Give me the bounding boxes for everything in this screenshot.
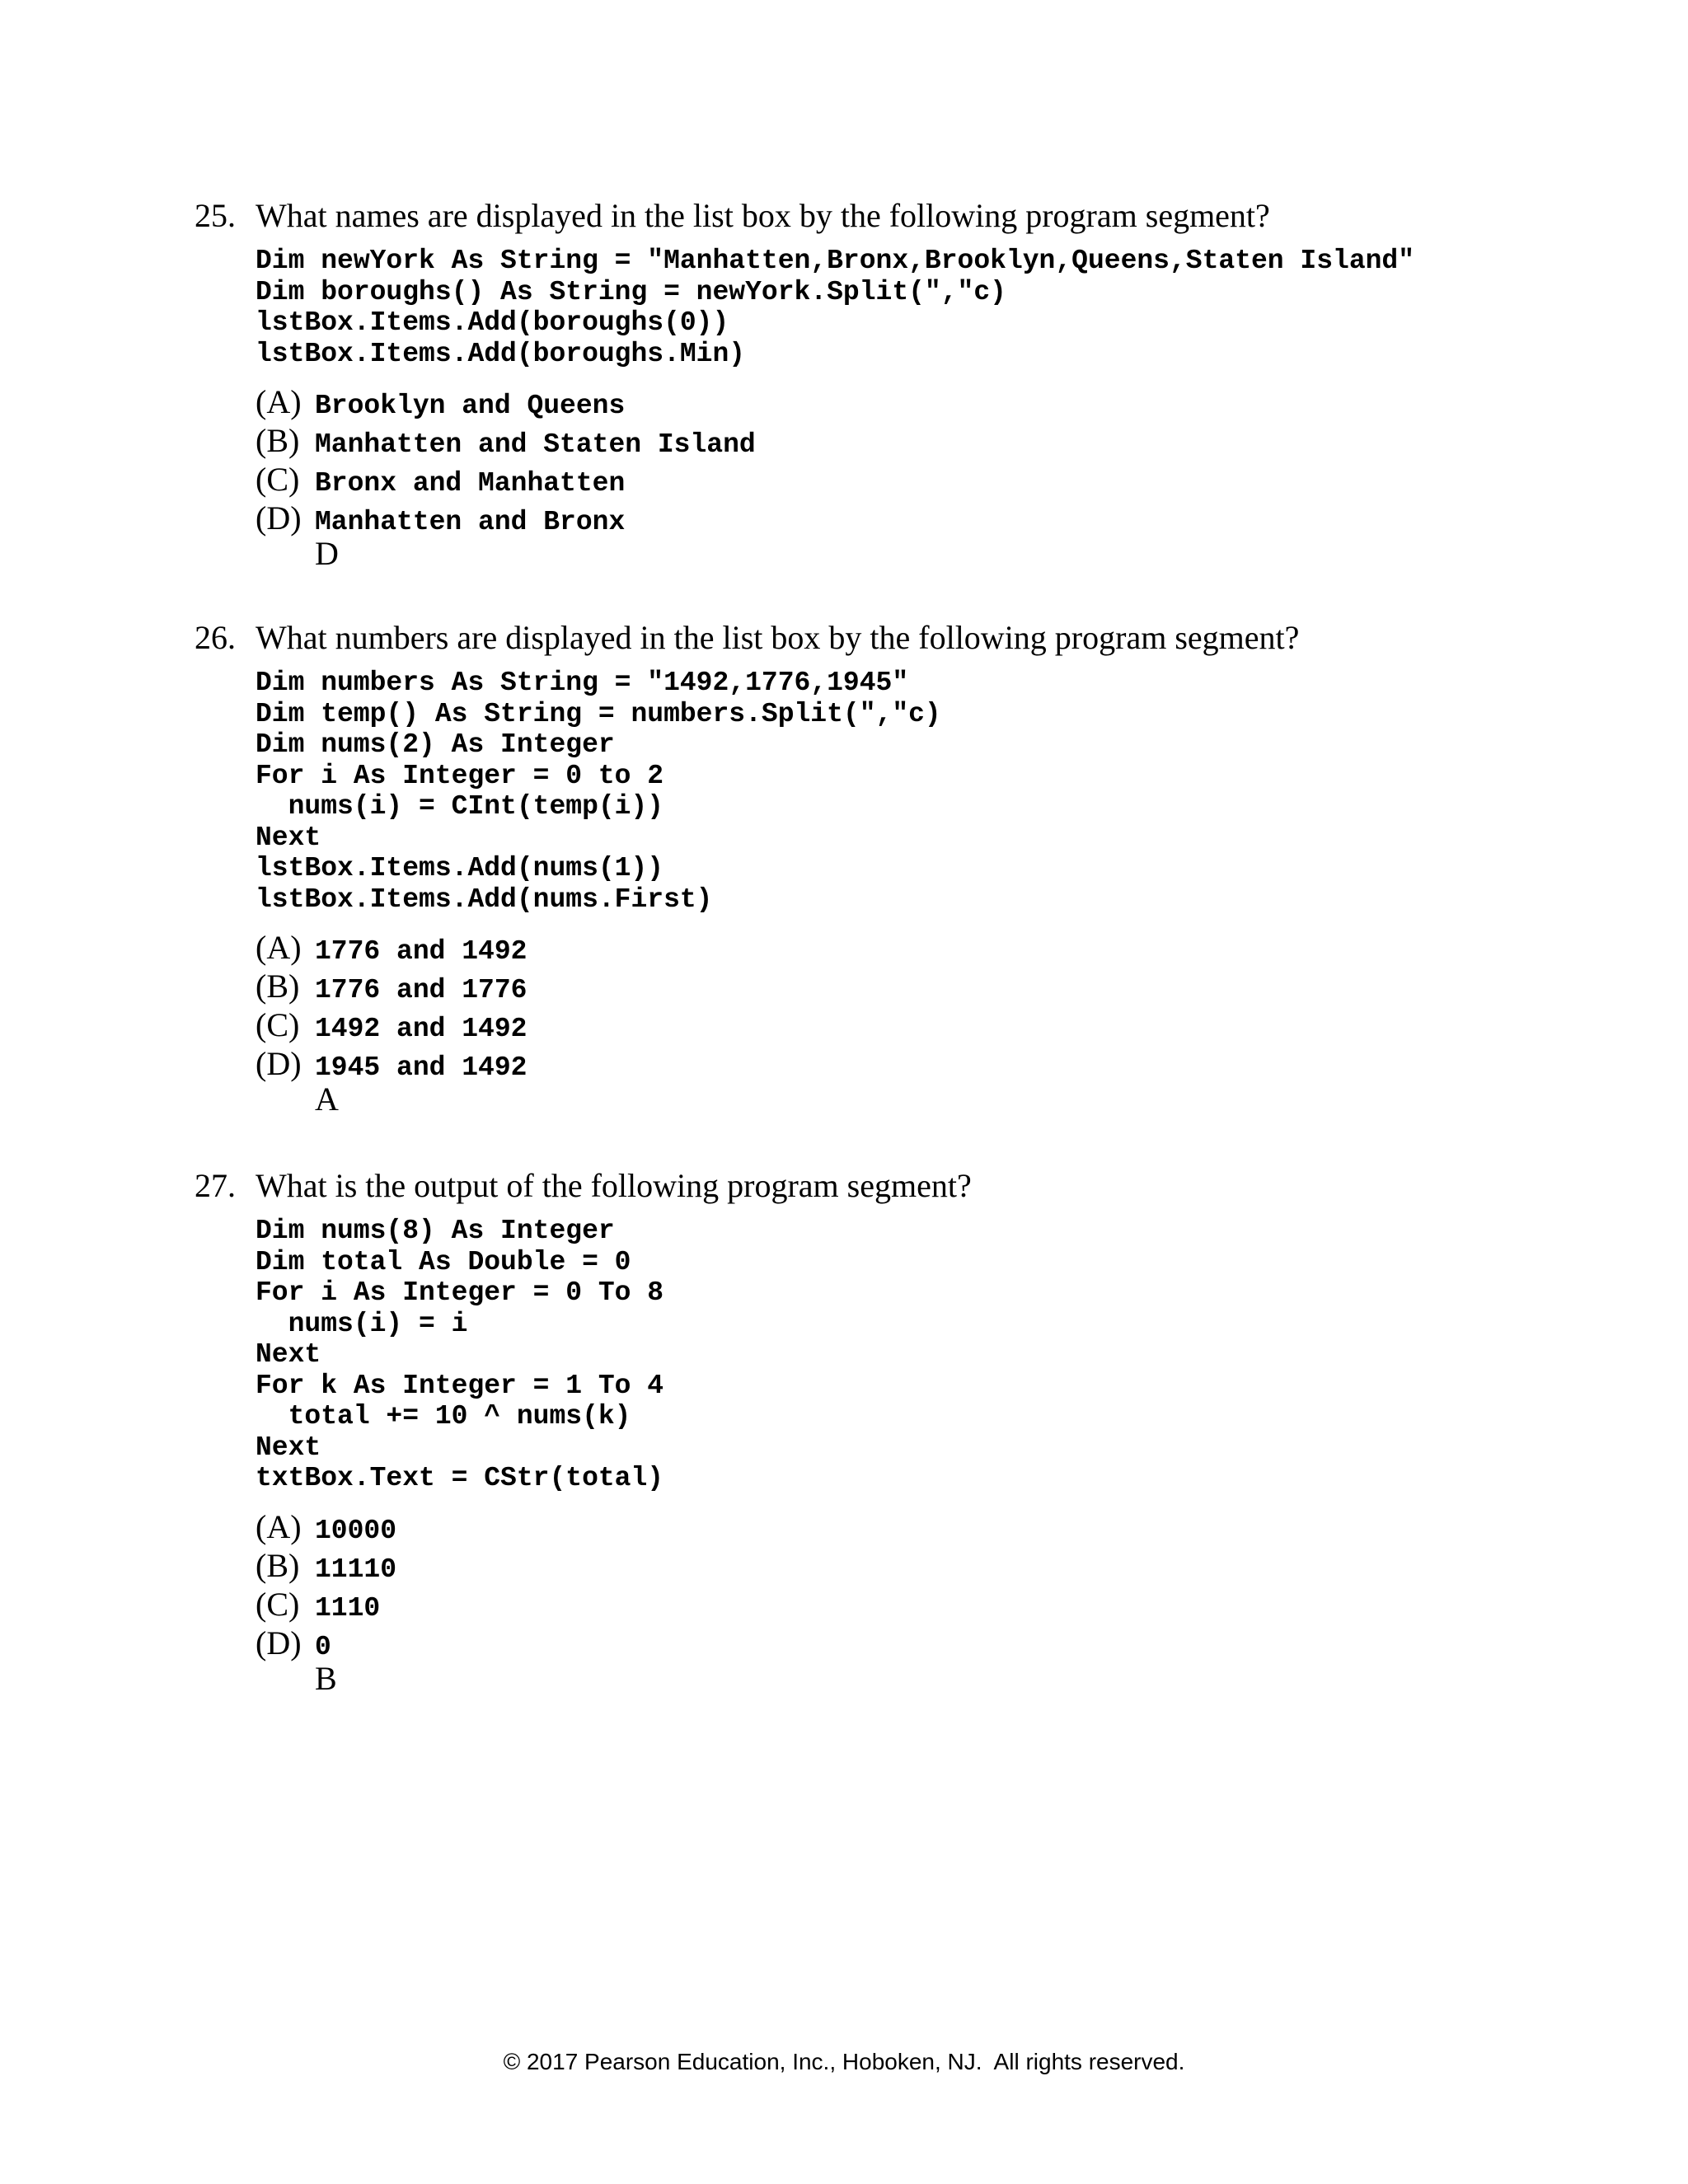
choice-text: Manhatten and Staten Island (315, 429, 756, 460)
choice-a (256, 382, 1596, 421)
choice-b (256, 1546, 1596, 1585)
choice-text: Bronx and Manhatten (315, 468, 626, 499)
choice-list (256, 928, 1596, 1083)
question-body (256, 1216, 1596, 1697)
choice-text: 11110 (315, 1554, 397, 1585)
choice-b (256, 967, 1596, 1005)
choice-letter: (C) (256, 1585, 300, 1623)
choice-d (256, 499, 1596, 537)
answer-key: D (315, 535, 339, 572)
question-25 (195, 194, 1596, 572)
choice-letter: (A) (256, 1507, 302, 1545)
choice-letter: (B) (256, 422, 300, 459)
choice-letter: (D) (256, 1045, 302, 1082)
choice-letter: (C) (256, 1006, 300, 1043)
question-26 (195, 616, 1596, 1118)
question-27 (195, 1165, 1596, 1697)
question-text: What is the output of the following program segment? (256, 1167, 972, 1204)
code-block: Dim numbers As String = "1492,1776,1945" Dim temp() As String = numbers.Split(","c) Dim nums(2) As Integer For i As Integer = 0 to 2 nums(i) = CInt(temp(i)) Next lstBox.Items.Add(nums(1)) lstBox.Items.Add(nums.First) (256, 668, 941, 915)
choice-letter: (D) (256, 1624, 302, 1661)
question-text: What names are displayed in the list box by the following program segment? (256, 197, 1270, 234)
choice-text: 10000 (315, 1515, 397, 1546)
choice-text: 1776 and 1776 (315, 975, 528, 1005)
code-block: Dim newYork As String = "Manhatten,Bronx,Brooklyn,Queens,Staten Island" Dim boroughs() As String = newYork.Split(","c) lstBox.Items.Add(boroughs(0)) lstBox.Items.Add(boroughs.Min) (256, 246, 1415, 369)
choice-c (256, 1585, 1596, 1624)
choice-text: 1776 and 1492 (315, 936, 528, 967)
question-text: What numbers are displayed in the list box by the following program segment? (256, 619, 1300, 656)
choice-text: 1110 (315, 1592, 381, 1624)
code-block: Dim nums(8) As Integer Dim total As Double = 0 For i As Integer = 0 To 8 nums(i) = i Next For k As Integer = 1 To 4 total += 10 ^ nums(k) Next txtBox.Text = CStr(total) (256, 1216, 664, 1493)
answer-key: B (315, 1659, 337, 1697)
choice-letter: (B) (256, 1546, 300, 1584)
question-number: 27. (195, 1167, 236, 1204)
choice-c (256, 460, 1596, 499)
choice-list (256, 1507, 1596, 1662)
choice-letter: (A) (256, 929, 302, 966)
choice-d (256, 1044, 1596, 1083)
question-body (256, 246, 1596, 572)
choice-a (256, 928, 1596, 967)
question-number: 25. (195, 197, 236, 234)
choice-text: Manhatten and Bronx (315, 507, 626, 537)
choice-letter: (D) (256, 499, 302, 537)
choice-c (256, 1005, 1596, 1044)
choice-d (256, 1624, 1596, 1662)
choice-b (256, 421, 1596, 460)
choice-letter: (C) (256, 461, 300, 498)
choice-list (256, 382, 1596, 537)
question-header (195, 194, 1596, 237)
question-header (195, 1165, 1596, 1207)
question-number: 26. (195, 619, 236, 656)
question-header (195, 616, 1596, 659)
choice-text: 1945 and 1492 (315, 1052, 528, 1083)
answer-key: A (315, 1080, 339, 1118)
choice-text: 1492 and 1492 (315, 1014, 528, 1044)
choice-text: 0 (315, 1631, 331, 1662)
choice-letter: (B) (256, 968, 300, 1005)
copyright-footer: © 2017 Pearson Education, Inc., Hoboken, NJ. All rights reserved. (503, 2049, 1185, 2074)
choice-letter: (A) (256, 383, 302, 420)
question-body (256, 668, 1596, 1118)
choice-text: Brooklyn and Queens (315, 391, 626, 421)
choice-a (256, 1507, 1596, 1546)
